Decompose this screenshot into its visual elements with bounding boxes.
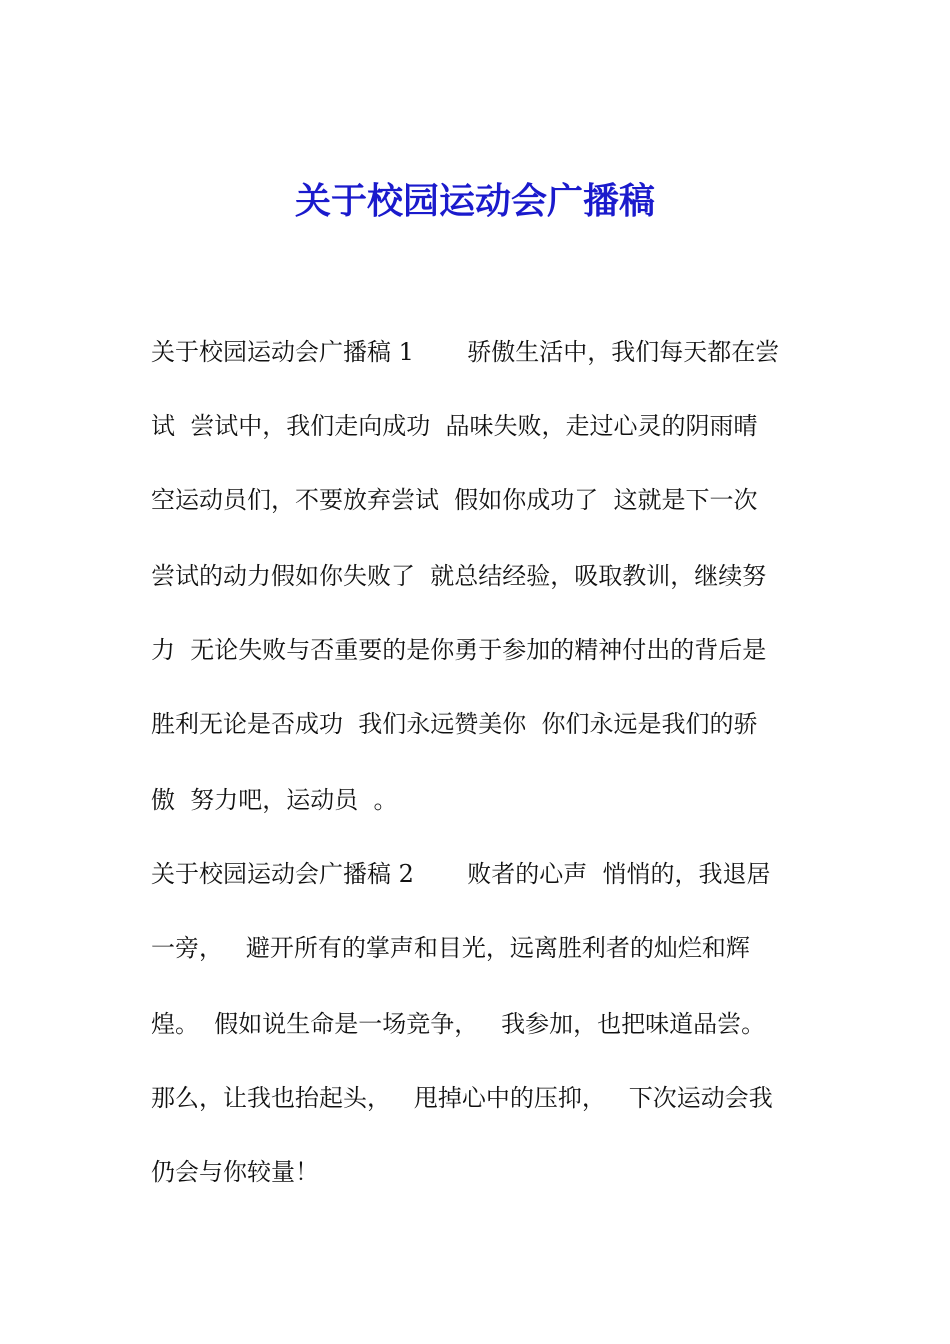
body-line: 仍会与你较量！	[151, 1158, 319, 1186]
body-line: 试 尝试中，我们走向成功 品味失败，走过心灵的阴雨晴	[151, 412, 758, 440]
body-line: 胜利无论是否成功 我们永远赞美你 你们永远是我们的骄	[151, 710, 758, 738]
body-line: 一旁， 避开所有的掌声和目光，远离胜利者的灿烂和辉	[151, 934, 750, 962]
body-line: 力 无论失败与否重要的是你勇于参加的精神付出的背后是	[151, 636, 767, 664]
body-line: 煌。 假如说生命是一场竞争， 我参加，也把味道品尝。	[151, 1010, 766, 1038]
body-line: 尝试的动力假如你失败了 就总结经验，吸取教训，继续努	[151, 562, 767, 590]
body-line: 那么，让我也抬起头， 甩掉心中的压抑， 下次运动会我	[151, 1084, 773, 1112]
body-line: 关于校园运动会广播稿 1 骄傲生活中，我们每天都在尝	[151, 338, 780, 366]
body-line: 关于校园运动会广播稿 2 败者的心声 悄悄的，我退居	[151, 860, 771, 888]
document-title: 关于校园运动会广播稿	[294, 181, 655, 222]
body-line: 空运动员们，不要放弃尝试 假如你成功了 这就是下一次	[151, 486, 758, 514]
body-line: 傲 努力吧，运动员 。	[151, 786, 398, 814]
